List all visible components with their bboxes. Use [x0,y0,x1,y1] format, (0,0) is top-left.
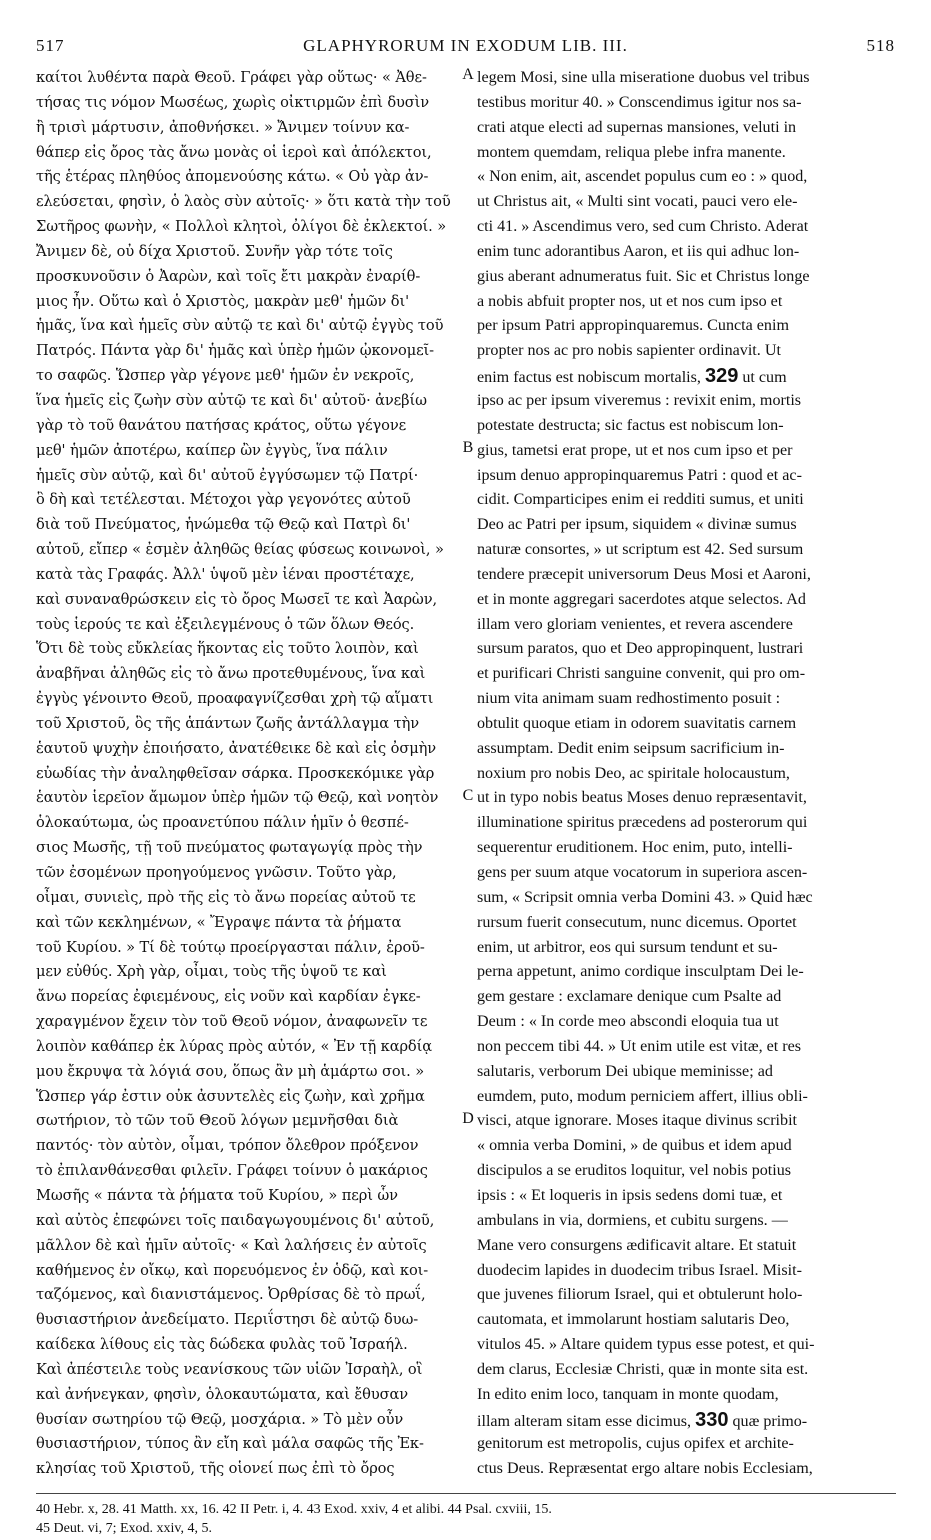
text-line [477,66,897,91]
text-line-content: enim factus est nobiscum mortalis, [477,369,705,387]
text-line-content: genitorum est metropolis, cujus opifex et archite- [477,1435,794,1453]
text-line-content: σιος Μωσῆς, τῇ τοῦ πνεύματος φωταγωγίᾳ πρὸς τὴν [36,839,423,857]
text-line [477,1134,897,1159]
text-line-content: μου ἔκρυψα τὰ λόγιά σου, ὅπως ἂν μὴ ἁμάρτω σοι. » [36,1062,425,1080]
text-line-content: προσκυνοῦσιν ὁ Ἀαρὼν, καὶ τοῖς ἔτι μακρὰν ἐναρίθ- [36,267,421,285]
text-line [36,538,460,563]
text-line [36,1060,460,1085]
text-line-content: κατὰ τὰς Γραφάς. Ἀλλ' ὑψοῦ μὲν ἰέναι προστέταχε, [36,565,415,583]
text-line-content: gens per suum atque vocatorum in superiora ascen- [477,864,808,881]
text-line-content: illam vero gloriam venientes, et revera ascendere [477,615,793,633]
text-line [36,1234,460,1259]
text-line [36,662,460,687]
text-line [477,1333,897,1358]
text-line [36,389,460,414]
text-line-content: καὶ ἀνήνεγκαν, φησὶν, ὁλοκαυτώματα, καὶ ἔθυσαν [36,1385,408,1403]
text-line [477,1358,897,1383]
text-line-content: τοῦ Κυρίου. » Τί δὲ τούτῳ προείργασται πάλιν, ἐροῦ- [36,938,425,956]
text-line [477,513,897,538]
text-line-content: que juvenes filiorum Israel, qui et obtulerunt holo- [477,1286,803,1304]
text-line [477,414,897,439]
text-line-content: θάπερ εἰς ὄρος τὰς ἄνω μονὰς οἱ ἱεροὶ καὶ ἀπόλεκτοι, [36,143,432,161]
text-line [36,314,460,339]
text-line-content: « Non enim, ait, ascendet populus cum eo : » quod, [477,168,808,186]
text-line [36,165,460,190]
text-line-content: χαραγμένον ἔχειν τὸν τοῦ Θεοῦ νόμον, ἀναφωνεῖν τε [36,1013,428,1031]
text-line [477,265,897,290]
footnote-rule [36,1493,896,1494]
text-line-content: testibus moritur 40. » Conscendimus igitur nos sa- [477,93,802,111]
text-line-content: ελεύσεται, φησὶν, ὁ λαὸς σὺν αὐτοῖς· » ὅτι κατὰ τὴν τοῦ [36,193,451,211]
text-line [36,836,460,861]
text-line [36,1308,460,1333]
text-line-content: καὶ τῶν κεκλημένων, « Ἔγραψε πάντα τὰ ῥήματα [36,913,402,931]
text-line-content: ἵνα ἡμεῖς εἰς ζωὴν σὺν αὐτῷ τε καὶ δι' αὐτοῦ· ἀνεβίω [36,391,427,409]
text-line-content: crati atque electi ad supernas mansiones, veluti in [477,118,797,136]
text-line-content: visci, atque ignorare. Moses itaque divinus scribit [477,1112,798,1130]
text-line-content: sursum paratos, quo et Deo appropinquent, lustrari [477,640,804,658]
text-line [36,1283,460,1308]
text-line [477,215,897,240]
text-line [36,265,460,290]
text-line-content: Deo ac Patri per ipsum, siquidem « divinæ sumus [477,516,797,534]
text-line-content: ἑαυτὸν ἱερεῖον ἄμωμον ὑπὲρ ἡμῶν τῷ Θεῷ, καὶ νοητὸν [36,789,439,807]
text-line [36,960,460,985]
text-line [477,1010,897,1035]
text-line [477,1184,897,1209]
text-line-content: ἡμᾶς, ἵνα καὶ ἡμεῖς σὺν αὐτῷ τε καὶ δι' αὐτῷ ἐγγὺς τοῦ [36,317,444,335]
text-line [36,1333,460,1358]
text-line [477,662,897,687]
text-line [477,613,897,638]
text-line [36,936,460,961]
text-line-content: οἶμαι, συνιεὶς, πρὸ τῆς εἰς τὸ ἄνω πορείας αὐτοῦ τε [36,888,416,906]
text-line [477,290,897,315]
margin-letter-d: D [462,1110,474,1127]
text-line-content: nium vita animam suam redhostimento posuit : [477,690,781,708]
text-line-content: καὶ συναναθρώσκειν εἰς τὸ ὄρος Μωσεῖ τε καὶ Ἀαρὼν, [36,590,438,608]
text-line [36,439,460,464]
text-line-content: propter nos ac pro nobis sapienter ordinavit. Ut [477,342,781,360]
text-line [36,414,460,439]
text-line-content: καίδεκα λίθους εἰς τὰς δώδεκα φυλὰς τοῦ Ἰσραήλ. [36,1336,408,1354]
text-line [36,762,460,787]
text-line [36,1457,460,1482]
text-line-content: ἑαυτοῦ ψυχὴν ἐποιήσατο, ἀνατέθεικε δὲ καὶ εἰς ὀσμὴν [36,739,437,757]
text-line [36,687,460,712]
text-line-content: τοὺς ἱερούς τε καὶ ἐξειλεγμένους ὁ τῶν ὅλων Θεός. [36,615,415,633]
text-line [477,1283,897,1308]
text-line [36,1383,460,1408]
text-line [36,1035,460,1060]
text-line-content: μεθ' ἡμῶν ἀποτέρω, καίπερ ὢν ἐγγὺς, ἵνα πάλιν [36,441,388,459]
latin-column [477,66,897,1482]
text-line-content: Deum : « In corde meo abscondi eloquia tua ut [477,1013,779,1031]
text-line-content: κλησίας τοῦ Χριστοῦ, τῆς οἱονεί πως ἐπὶ τὸ ὄρος [36,1460,395,1478]
text-line [477,1432,897,1457]
text-line [477,637,897,662]
text-line-content: perna appetunt, animo cordique insculptam Dei le- [477,963,804,981]
text-line [477,240,897,265]
text-line-content: καίτοι λυθέντα παρὰ Θεοῦ. Γράφει γὰρ οὕτως· « Ἀθε- [36,69,427,86]
text-line [477,712,897,737]
text-line [477,985,897,1010]
text-line-content: ἀναβῆναι ἀληθῶς εἰς τὸ ἄνω προτεθυμένους, ἵνα καὶ [36,665,426,683]
text-line-content: ἄνω πορείας ἐφιεμένους, εἰς νοῦν καὶ καρδίαν ἐγκε- [36,988,421,1006]
text-line [477,762,897,787]
text-line-content: « omnia verba Domini, » de quibus et idem apud [477,1137,792,1155]
text-line-content: ipso ac per ipsum viveremus : revixit enim, mortis [477,391,802,409]
text-line [477,861,897,886]
text-line [36,861,460,886]
text-line-content: naturæ consortes, » ut scriptum est 42. Sed sursum [477,541,804,559]
text-line-content: assumptam. Dedit enim seipsum sacrificium in- [477,739,785,757]
page-number-left: 517 [36,36,65,55]
text-line-content: gius, tametsi erat prope, ut et nos cum ipso et per [477,441,793,459]
text-line [36,613,460,638]
text-line-content: illuminatione spiritus præcedens ad posterorum qui [477,814,808,832]
text-line [36,712,460,737]
text-line-content: Σωτῆρος φωνὴν, « Πολλοὶ κλητοὶ, ὀλίγοι δὲ ἐκλεκτοί. » [36,218,447,236]
text-line-content: ut Christus ait, « Multi sint vocati, pauci vero ele- [477,193,798,211]
text-line-content: θυσιαστήριον ἀνεδείματο. Περιΐστησι δὲ αὐτῷ δυω- [36,1311,419,1329]
text-line [36,190,460,215]
margin-letter-b: B [462,439,474,456]
text-line-content: gius aberant adnumeratus fuit. Sic et Christus longe [477,267,810,285]
text-line [36,985,460,1010]
text-line [36,339,460,364]
text-line-content: illam alteram sitam esse dicimus, [477,1412,696,1430]
footnote-line: 45 Deut. vi, 7; Exod. xxiv, 4, 5. [36,1521,213,1536]
text-line-content: θυσιαστήριον, τύπος ἂν εἴη καὶ μάλα σαφῶς τῆς Ἐκ- [36,1435,424,1453]
text-line-content: εὐωδίας τὴν ἀναληφθεῖσαν σάρκα. Προσκεκόμικε γὰρ [36,764,435,782]
text-line-content: eumdem, puto, modum perniciem affert, illius obli- [477,1087,808,1105]
text-line-content: a nobis abfuit propter nos, ut et nos cum ipso et [477,292,783,310]
text-line-content: Ἄνιμεν δὲ, οὐ δίχα Χριστοῦ. Συνῆν γὰρ τότε τοῖς [36,242,393,260]
text-line-content: μᾶλλον δὲ καὶ ἡμῖν αὐτοῖς· « Καὶ λαλήσεις ἐν αὐτοῖς [36,1236,427,1254]
text-line [477,464,897,489]
text-line [36,215,460,240]
text-line-content: τοῦ Χριστοῦ, ὃς τῆς ἁπάντων ζωῆς ἀντάλλαγμα τὴν [36,714,419,732]
inline-page-number-329: 329 [704,365,739,388]
text-line [477,911,897,936]
text-line [477,116,897,141]
text-line-content: μιος ἦν. Οὕτω καὶ ὁ Χριστὸς, μακρὰν μεθ' ἡμῶν δι' [36,292,410,310]
text-line-content: cidit. Comparticipes enim ei redditi sumus, et uniti [477,491,804,509]
text-line [477,339,897,364]
text-line [36,1159,460,1184]
text-line [477,165,897,190]
text-line-content: vitulos 45. » Altare quidem typus esse potest, et qui- [477,1336,815,1354]
text-line [477,141,897,166]
text-line [36,811,460,836]
text-line [477,588,897,613]
text-line-content: Ὅτι δὲ τοὺς εὔκλείας ἥκοντας εἰς τοῦτο λοιπὸν, καὶ [36,640,419,658]
text-line-content: ταζόμενος, καὶ διανιστάμενος. Ὀρθρίσας δὲ τὸ πρωΐ, [36,1286,426,1304]
text-line-content: καθήμενος ἐν οἴκῳ, καὶ πορευόμενος ἐν ὁδῷ, καὶ κοι- [36,1261,429,1279]
text-line-content: noxium pro nobis Deo, ac spiritale holocaustum, [477,764,790,782]
text-line-content: duodecim lapides in duodecim tribus Israel. Misit- [477,1261,802,1279]
text-line [477,538,897,563]
text-line [477,786,897,811]
text-line-content: cti 41. » Ascendimus vero, sed cum Christo. Aderat [477,218,809,236]
text-line-content: gem gestare : exclamare denique cum Psalte ad [477,988,782,1006]
text-line [36,364,460,389]
text-line [477,563,897,588]
text-line-content: Καὶ ἀπέστειλε τοὺς νεανίσκους τῶν υἱῶν Ἰσραὴλ, οἳ [36,1360,423,1378]
text-line [36,464,460,489]
text-line-content: legem Mosi, sine ulla miseratione duobus vel tribus [477,69,810,86]
margin-letter-a: A [462,66,474,83]
text-line-content: τὸ ἐπιλανθάνεσθαι φιλεῖν. Γράφει τοίνυν ὁ μακάριος [36,1162,428,1180]
text-line [477,314,897,339]
text-line-content: enim tunc adorantibus Aaron, et iis qui adhuc lon- [477,242,800,260]
text-line [36,563,460,588]
text-line-content: αὐτοῦ, εἴπερ « ἐσμὲν ἀληθῶς θείας φύσεως κοινωνοὶ, » [36,541,444,559]
text-line-content: et in monte aggregari sacerdotes atque selectos. Ad [477,590,806,608]
text-line [36,1259,460,1284]
text-line [36,1408,460,1433]
text-line [477,1085,897,1110]
text-line-content: In edito enim loco, tanquam in monte quodam, [477,1385,779,1403]
text-line-content: cautomata, et immolarunt hostiam salutaris Deo, [477,1311,790,1329]
text-line [36,1010,460,1035]
text-line-content: ctus Deus. Repræsentat ergo altare nobis Ecclesiam, [477,1460,813,1478]
text-line-content: Μωσῆς « πάντα τὰ ῥήματα τοῦ Κυρίου, » περὶ ὧν [36,1186,398,1204]
text-line-content: rursum fuerit consecutum, nunc dicemus. Oportet [477,913,797,931]
text-line-content: ut cum [738,369,787,387]
text-line [36,1209,460,1234]
text-line [477,687,897,712]
text-line [477,936,897,961]
text-line [477,737,897,762]
text-line [477,1035,897,1060]
text-line-content: ἐγγὺς γένοιντο Θεοῦ, προαφαγνίζεσθαι χρὴ τῷ αἵματι [36,690,434,708]
text-line [36,886,460,911]
text-line [36,1358,460,1383]
text-line [36,513,460,538]
text-line [477,1383,897,1408]
text-line-content: et purificari Christi sanguine convenit, qui pro om- [477,665,806,683]
text-line-content: διὰ τοῦ Πνεύματος, ἡνώμεθα τῷ Θεῷ καὶ Πατρὶ δι' [36,516,411,534]
text-line-content: θυσίαν σωτηρίου τῷ Θεῷ, μοσχάρια. » Τὸ μὲν οὖν [36,1410,404,1428]
text-line [477,1408,897,1433]
text-line-content: Mane vero consurgens ædificavit altare. Et statuit [477,1236,797,1254]
text-line-content: τῆς ἑτέρας πληθύος ἀπομενούσης κάτω. « Οὐ γὰρ ἀν- [36,168,429,186]
running-title: GLAPHYRORUM IN EXODUM LIB. III. [303,36,628,55]
text-line-content: salutaris, verborum Dei ubique meminisse; ad [477,1062,773,1080]
text-line [36,637,460,662]
text-line [36,1432,460,1457]
text-line-content: ὁλοκαύτωμα, ὡς προανετύπου πάλιν ἡμῖν ὁ θεσπέ- [36,814,409,832]
text-line [477,960,897,985]
text-line [36,588,460,613]
greek-column [36,66,460,1482]
text-line-content: montem quemdam, reliqua plebe infra manente. [477,143,786,161]
text-line-content: potestate destructa; sic factus est nobiscum lon- [477,416,784,434]
text-line [477,488,897,513]
footnote-line: 40 Hebr. x, 28. 41 Matth. xx, 16. 42 II Petr. i, 4. 43 Exod. xxiv, 4 et alibi. 44 Psal. cxviii, 15. [36,1502,552,1517]
text-line-content: sequerentur eruditionem. Hoc enim, puto, intelli- [477,839,793,857]
text-line [477,1234,897,1259]
text-line-content: obtulit quoque etiam in odorem suavitatis carnem [477,714,797,732]
text-line-content: ἢ τρισὶ μάρτυσιν, ἀποθνήσκει. » Ἄνιμεν τοίνυν κα- [36,118,410,136]
inline-page-number-330: 330 [695,1408,729,1431]
text-line [477,364,897,389]
text-line-content: το σαφῶς. Ὥσπερ γὰρ γέγονε μεθ' ἡμῶν ἐν νεκροῖς, [36,367,415,385]
running-header [36,36,895,60]
text-line-content: Πατρός. Πάντα γὰρ δι' ἡμᾶς καὶ ὑπὲρ ἡμῶν ᾠκονομεῖ- [36,342,434,360]
text-line-content: enim, ut arbitror, eos qui sursum tendunt et su- [477,938,778,956]
text-line-content: καὶ αὐτὸς ἐπεφώνει τοῖς παιδαγωγουμένοις δι' αὐτοῦ, [36,1211,435,1229]
text-line-content: ut in typo nobis beatus Moses denuo repræsentavit, [477,789,807,807]
text-line-content: μεν εὐθύς. Χρὴ γὰρ, οἶμαι, τοὺς τῆς ὑψοῦ τε καὶ [36,963,387,981]
text-line-content: discipulos a se eruditos loquitur, vel nobis potius [477,1162,792,1180]
text-line [36,116,460,141]
margin-letter-c: C [462,787,474,804]
text-line [477,836,897,861]
text-line-content: per ipsum Patri appropinquaremus. Cuncta enim [477,317,789,335]
text-line [36,141,460,166]
text-line [477,1457,897,1482]
text-line [477,886,897,911]
text-line [477,190,897,215]
text-line [477,811,897,836]
text-line-content: σωτήριον, τὸ τῶν τοῦ Θεοῦ λόγων μεμνῆσθαι διὰ [36,1112,399,1130]
text-line [477,1308,897,1333]
text-line-content: ipsis : « Et loqueris in ipsis sedens domi tuæ, et [477,1186,783,1204]
text-line [36,290,460,315]
text-line [36,786,460,811]
text-line [36,911,460,936]
text-line [477,389,897,414]
text-line [36,488,460,513]
text-line-content: tendere præcepit universorum Deus Mosi et Aaroni, [477,565,811,583]
text-line [36,1109,460,1134]
text-line [477,91,897,116]
text-line [477,1259,897,1284]
text-line [36,240,460,265]
text-line-content: Ὥσπερ γάρ ἐστιν οὐκ ἀσυντελὲς εἰς ζωὴν, καὶ χρῆμα [36,1087,425,1105]
text-line [36,1184,460,1209]
text-line [36,66,460,91]
text-line-content: quæ primo- [728,1412,808,1430]
text-line [477,1209,897,1234]
text-line-content: ipsum denuo appropinquaremus Patri : quod et ac- [477,466,802,484]
text-line-content: dem clarus, Ecclesiæ Christi, quæ in monte sita est. [477,1360,809,1378]
footnotes [36,1500,898,1538]
text-line [36,1085,460,1110]
text-line-content: ἡμεῖς σὺν αὐτῷ, καὶ δι' αὐτοῦ ἐγγύσωμεν τῷ Πατρί· [36,466,419,484]
text-line [36,1134,460,1159]
text-line [477,1060,897,1085]
text-line-content: τῶν ἐσομένων προηγούμενος γνῶσιν. Τοῦτο γὰρ, [36,864,397,881]
text-line-content: ὃ δὴ καὶ τετέλεσται. Μέτοχοι γὰρ γεγονότες αὐτοῦ [36,491,411,509]
text-line-content: non peccem tibi 44. » Ut enim utile est vitæ, et res [477,1037,802,1055]
text-line-content: λοιπὸν καθάπερ ἐκ λύρας πρὸς αὐτόν, « Ἐν τῇ καρδίᾳ [36,1037,433,1055]
text-line [477,1159,897,1184]
text-line-content: παντός· τὸν αὐτὸν, οἶμαι, τρόπον ὄλεθρον πρόξενον [36,1137,419,1155]
page-number-right: 518 [866,36,895,55]
text-line [36,91,460,116]
text-line [36,737,460,762]
text-line-content: τήσας τις νόμον Μωσέως, χωρὶς οἰκτιρμῶν ἐπὶ δυσὶν [36,93,430,111]
text-line-content: γὰρ τὸ τοῦ θανάτου πατήσας κράτος, οὕτω γέγονε [36,416,407,434]
text-line-content: sum, « Scripsit omnia verba Domini 43. » Quid hæc [477,888,813,906]
text-line [477,1109,897,1134]
text-line [477,439,897,464]
text-line-content: ambulans in via, dormiens, et cubitu surgens. — [477,1211,788,1229]
